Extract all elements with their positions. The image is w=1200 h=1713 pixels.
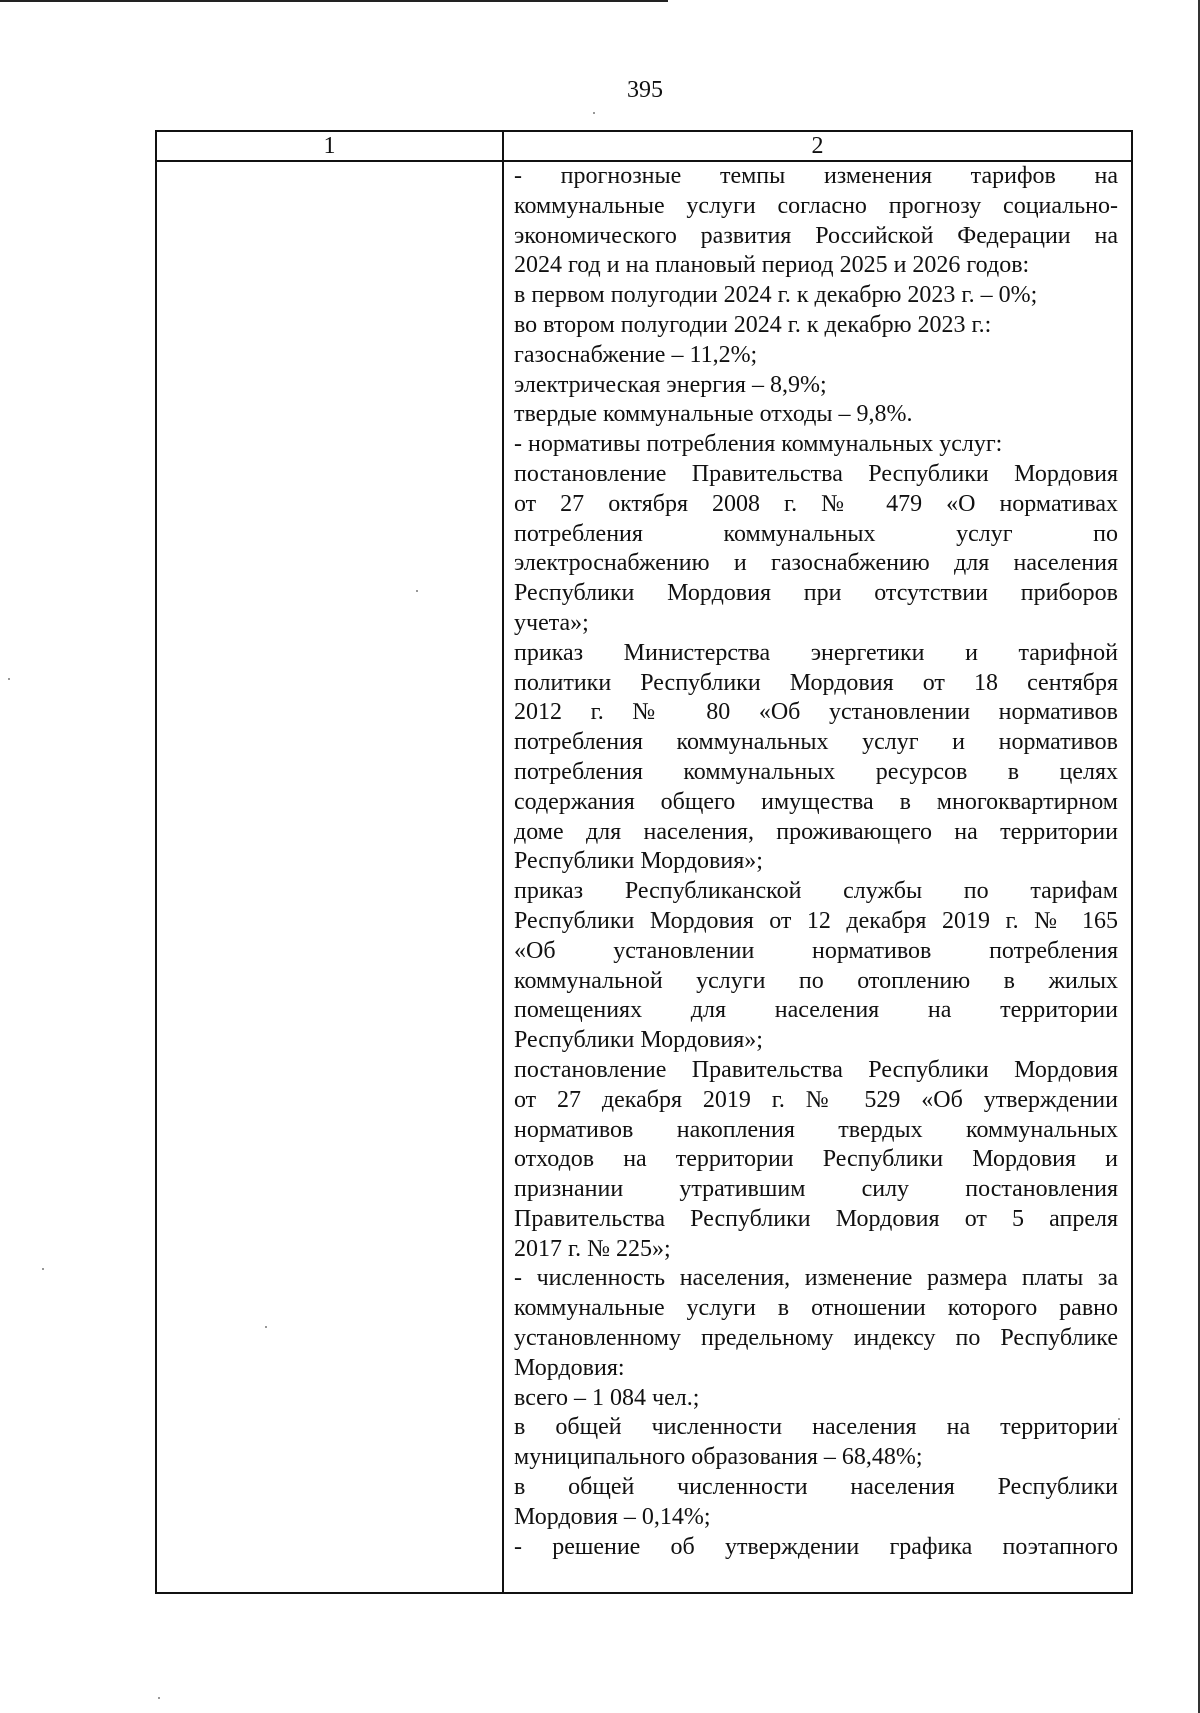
text-line: содержания общего имущества в многоквартирном [514,788,1118,815]
column-header-2: 2 [811,133,824,159]
text-line: - прогнозные темпы изменения тарифов на [514,163,1118,189]
text-line: от 27 октября 2008 г. № 479 «О нормативах [514,490,1118,517]
text-line: - решение об утверждении графика поэтапного [514,1533,1118,1560]
text-line: твердые коммунальные отходы – 9,8%. [514,401,913,428]
text-line: коммунальной услуги по отоплению в жилых [514,967,1118,994]
text-line: признании утратившим силу постановления [514,1176,1118,1203]
text-line: постановление Правительства Республики Мордовия [514,460,1118,487]
text-line: потребления коммунальных услуг по [514,520,1118,547]
text-line: приказ Министерства энергетики и тарифной [514,639,1118,666]
scan-speck [158,1697,160,1699]
text-line: электроснабжению и газоснабжению для населения [514,550,1118,577]
text-line: Мордовия: [514,1354,625,1381]
text-line: Правительства Республики Мордовия от 5 апреля [514,1205,1118,1232]
table-header-row [157,132,1131,162]
text-line: 2024 год и на плановый период 2025 и 2026 годов: [514,252,1030,279]
column-header-1: 1 [323,133,336,159]
text-line: газоснабжение – 11,2%; [514,341,758,368]
text-line: установленному предельному индексу по Республике [514,1325,1118,1352]
text-line: доме для населения, проживающего на территории [514,818,1118,845]
scan-speck [265,1326,267,1328]
text-line: помещениях для населения на территории [514,997,1118,1024]
text-line: коммунальные услуги в отношении которого равно [514,1295,1118,1322]
scan-edge-top [0,0,668,2]
scan-speck [1118,1418,1120,1420]
text-line: - численность населения, изменение размера платы за [514,1265,1118,1292]
scan-speck [416,590,418,592]
text-line: электрическая энергия – 8,9%; [514,371,827,398]
text-line: Республики Мордовия при отсутствии приборов [514,580,1118,607]
text-line: во втором полугодии 2024 г. к декабрю 2023 г.: [514,311,992,338]
text-line: в общей численности населения на территории [514,1414,1118,1441]
table-cell-column-2 [514,162,1118,1562]
text-line: 2017 г. № 225»; [514,1235,671,1262]
text-line: потребления коммунальных услуг и нормативов [514,729,1118,756]
text-line: Республики Мордовия»; [514,848,763,875]
text-line: коммунальные услуги согласно прогнозу социально- [514,192,1118,219]
text-line: потребления коммунальных ресурсов в целях [514,758,1118,785]
text-line: отходов на территории Республики Мордовия и [514,1146,1118,1173]
text-line: от 27 декабря 2019 г. № 529 «Об утверждении [514,1086,1118,1113]
content-table [155,130,1133,1594]
text-line: нормативов накопления твердых коммунальных [514,1116,1118,1143]
text-line: Мордовия – 0,14%; [514,1503,711,1530]
text-line: постановление Правительства Республики Мордовия [514,1056,1118,1083]
text-line: - нормативы потребления коммунальных услуг: [514,431,1003,458]
text-line: 2012 г. № 80 «Об установлении нормативов [514,699,1118,726]
text-line: «Об установлении нормативов потребления [514,937,1118,964]
column-divider [502,132,504,1592]
text-line: политики Республики Мордовия от 18 сентября [514,669,1118,696]
text-line: всего – 1 084 чел.; [514,1384,700,1411]
text-line: муниципального образования – 68,48%; [514,1444,923,1471]
text-line: приказ Республиканской службы по тарифам [514,878,1118,905]
scan-speck [593,112,595,114]
text-line: в общей численности населения Республики [514,1474,1118,1501]
text-line: учета»; [514,609,589,636]
text-line: Республики Мордовия»; [514,1027,763,1054]
scan-speck [42,1268,44,1270]
page-number: 395 [627,77,663,103]
text-line: Республики Мордовия от 12 декабря 2019 г. № 165 [514,907,1118,934]
scan-speck [8,678,10,680]
text-line: экономического развития Российской Федерации на [514,222,1118,249]
text-line: в первом полугодии 2024 г. к декабрю 2023 г. – 0%; [514,282,1038,309]
